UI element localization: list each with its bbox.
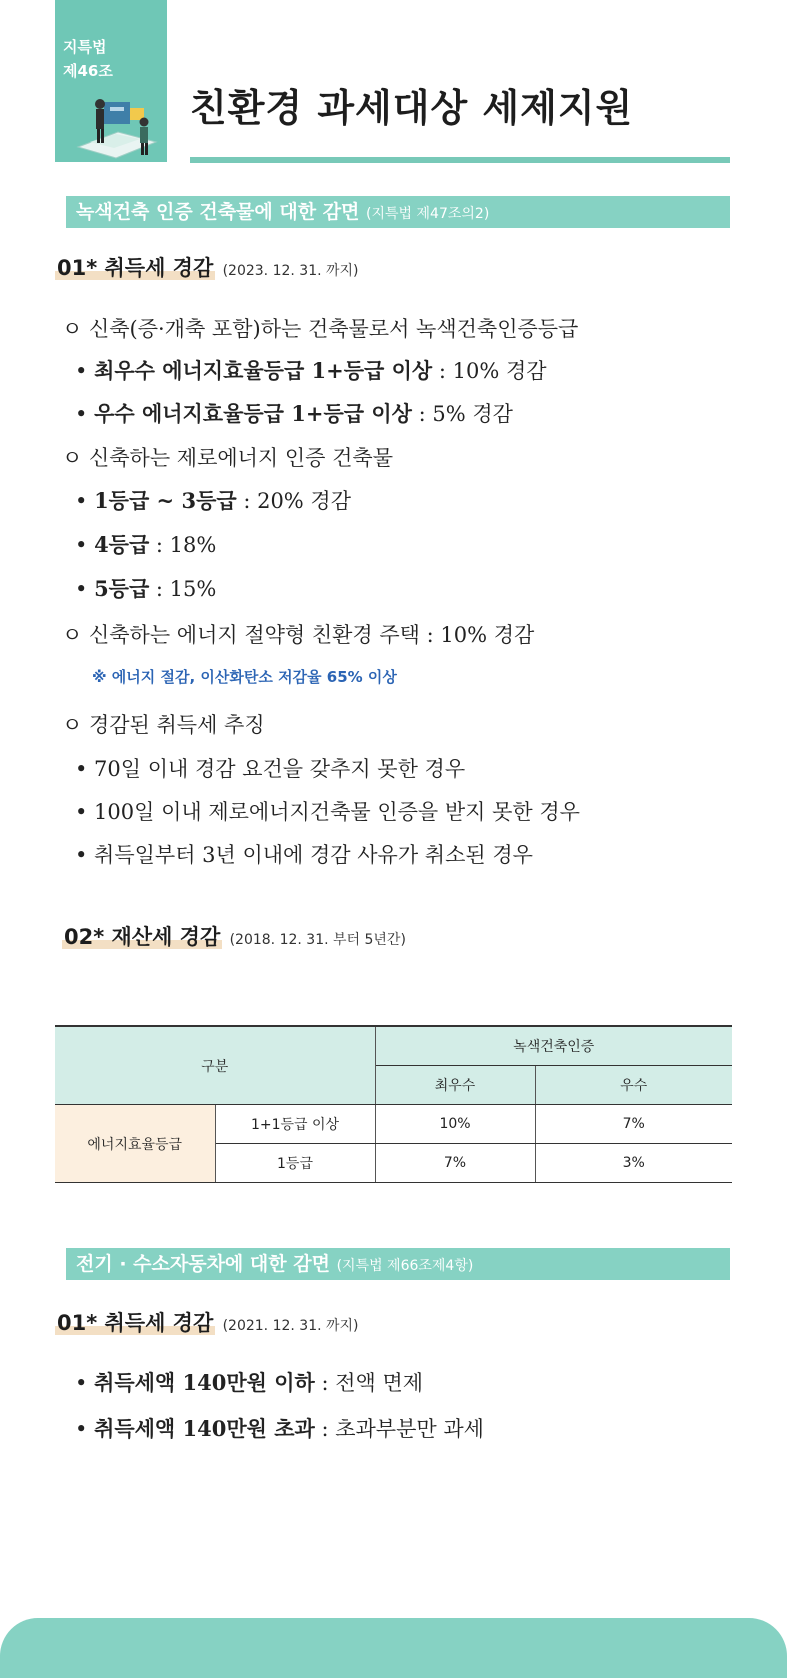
subsection-acquisition-tax-ev — [55, 1308, 359, 1341]
list-item: • 취득세액 140만원 초과 : 초과부분만 과세 — [75, 1416, 484, 1441]
list-item-bold: 4등급 — [94, 532, 150, 557]
subsection-acquisition-tax — [55, 253, 359, 286]
table-cell: 10% — [375, 1105, 535, 1144]
table-row-header: 에너지효율등급 — [55, 1105, 215, 1183]
list-item: ㅇ 신축(증·개축 포함)하는 건축물로서 녹색건축인증등급 — [62, 317, 579, 341]
list-item-bold: 1등급 ~ 3등급 — [94, 488, 237, 513]
list-item: • 70일 이내 경감 요건을 갖추지 못한 경우 — [75, 757, 466, 781]
list-item: • 100일 이내 제로에너지건축물 인증을 받지 못한 경우 — [75, 800, 580, 824]
building-illustration-icon — [70, 92, 160, 162]
list-item: ㅇ 신축하는 에너지 절약형 친환경 주택 : 10% 경감 — [62, 623, 535, 647]
table-header-group: 녹색건축인증 — [375, 1026, 732, 1066]
subsection-title: 01* 취득세 경감 — [57, 1311, 214, 1335]
list-item-bold: 취득세액 140만원 초과 — [94, 1416, 315, 1441]
property-tax-table — [55, 1025, 732, 1183]
list-item: ㅇ 신축하는 제로에너지 인증 건축물 — [62, 446, 393, 470]
table-cell: 1등급 — [215, 1144, 375, 1183]
list-item: ㅇ 경감된 취득세 추징 — [62, 713, 265, 737]
list-item: • 최우수 에너지효율등급 1+등급 이상 : 10% 경감 — [75, 358, 547, 383]
table-cell: 7% — [375, 1144, 535, 1183]
table-header-excellent: 우수 — [535, 1066, 732, 1105]
section-title: 전기 · 수소자동차에 대한 감면 — [76, 1253, 330, 1275]
section-ref: (지특법 제47조의2) — [366, 206, 490, 222]
list-item: • 취득세액 140만원 이하 : 전액 면제 — [75, 1370, 424, 1395]
law-tag-line1: 지특법 — [63, 38, 107, 56]
list-item: • 4등급 : 18% — [75, 532, 217, 557]
table-header-best: 최우수 — [375, 1066, 535, 1105]
table-header-category: 구분 — [55, 1026, 375, 1105]
section-ev-hydrogen — [66, 1248, 730, 1280]
subsection-property-tax — [62, 922, 406, 955]
subsection-date: (2018. 12. 31. 부터 5년간) — [229, 932, 406, 948]
list-item-bold: 5등급 — [94, 576, 150, 601]
list-item: • 5등급 : 15% — [75, 576, 217, 601]
subsection-title: 02* 재산세 경감 — [64, 925, 221, 949]
section-green-building — [66, 196, 730, 228]
law-tag-line2: 제46조 — [63, 62, 113, 80]
section-title: 녹색건축 인증 건축물에 대한 감면 — [76, 201, 360, 223]
section-ref: (지특법 제66조제4항) — [336, 1258, 474, 1274]
subsection-date: (2023. 12. 31. 까지) — [222, 263, 359, 279]
note: ※ 에너지 절감, 이산화탄소 저감율 65% 이상 — [92, 668, 397, 686]
subsection-date: (2021. 12. 31. 까지) — [222, 1318, 359, 1334]
table-cell: 1+1등급 이상 — [215, 1105, 375, 1144]
list-item-bold: 우수 에너지효율등급 1+등급 이상 — [94, 401, 412, 426]
list-item-bold: 최우수 에너지효율등급 1+등급 이상 — [94, 358, 433, 383]
title-divider — [190, 157, 730, 163]
table-cell: 3% — [535, 1144, 732, 1183]
page-title: 친환경 과세대상 세제지원 — [190, 86, 634, 130]
list-item: • 1등급 ~ 3등급 : 20% 경감 — [75, 488, 352, 513]
bottom-decoration — [0, 1618, 787, 1678]
table-cell: 7% — [535, 1105, 732, 1144]
list-item: • 취득일부터 3년 이내에 경감 사유가 취소된 경우 — [75, 843, 533, 867]
list-item-bold: 취득세액 140만원 이하 — [94, 1370, 315, 1395]
list-item: • 우수 에너지효율등급 1+등급 이상 : 5% 경감 — [75, 401, 513, 426]
subsection-title: 01* 취득세 경감 — [57, 256, 214, 280]
